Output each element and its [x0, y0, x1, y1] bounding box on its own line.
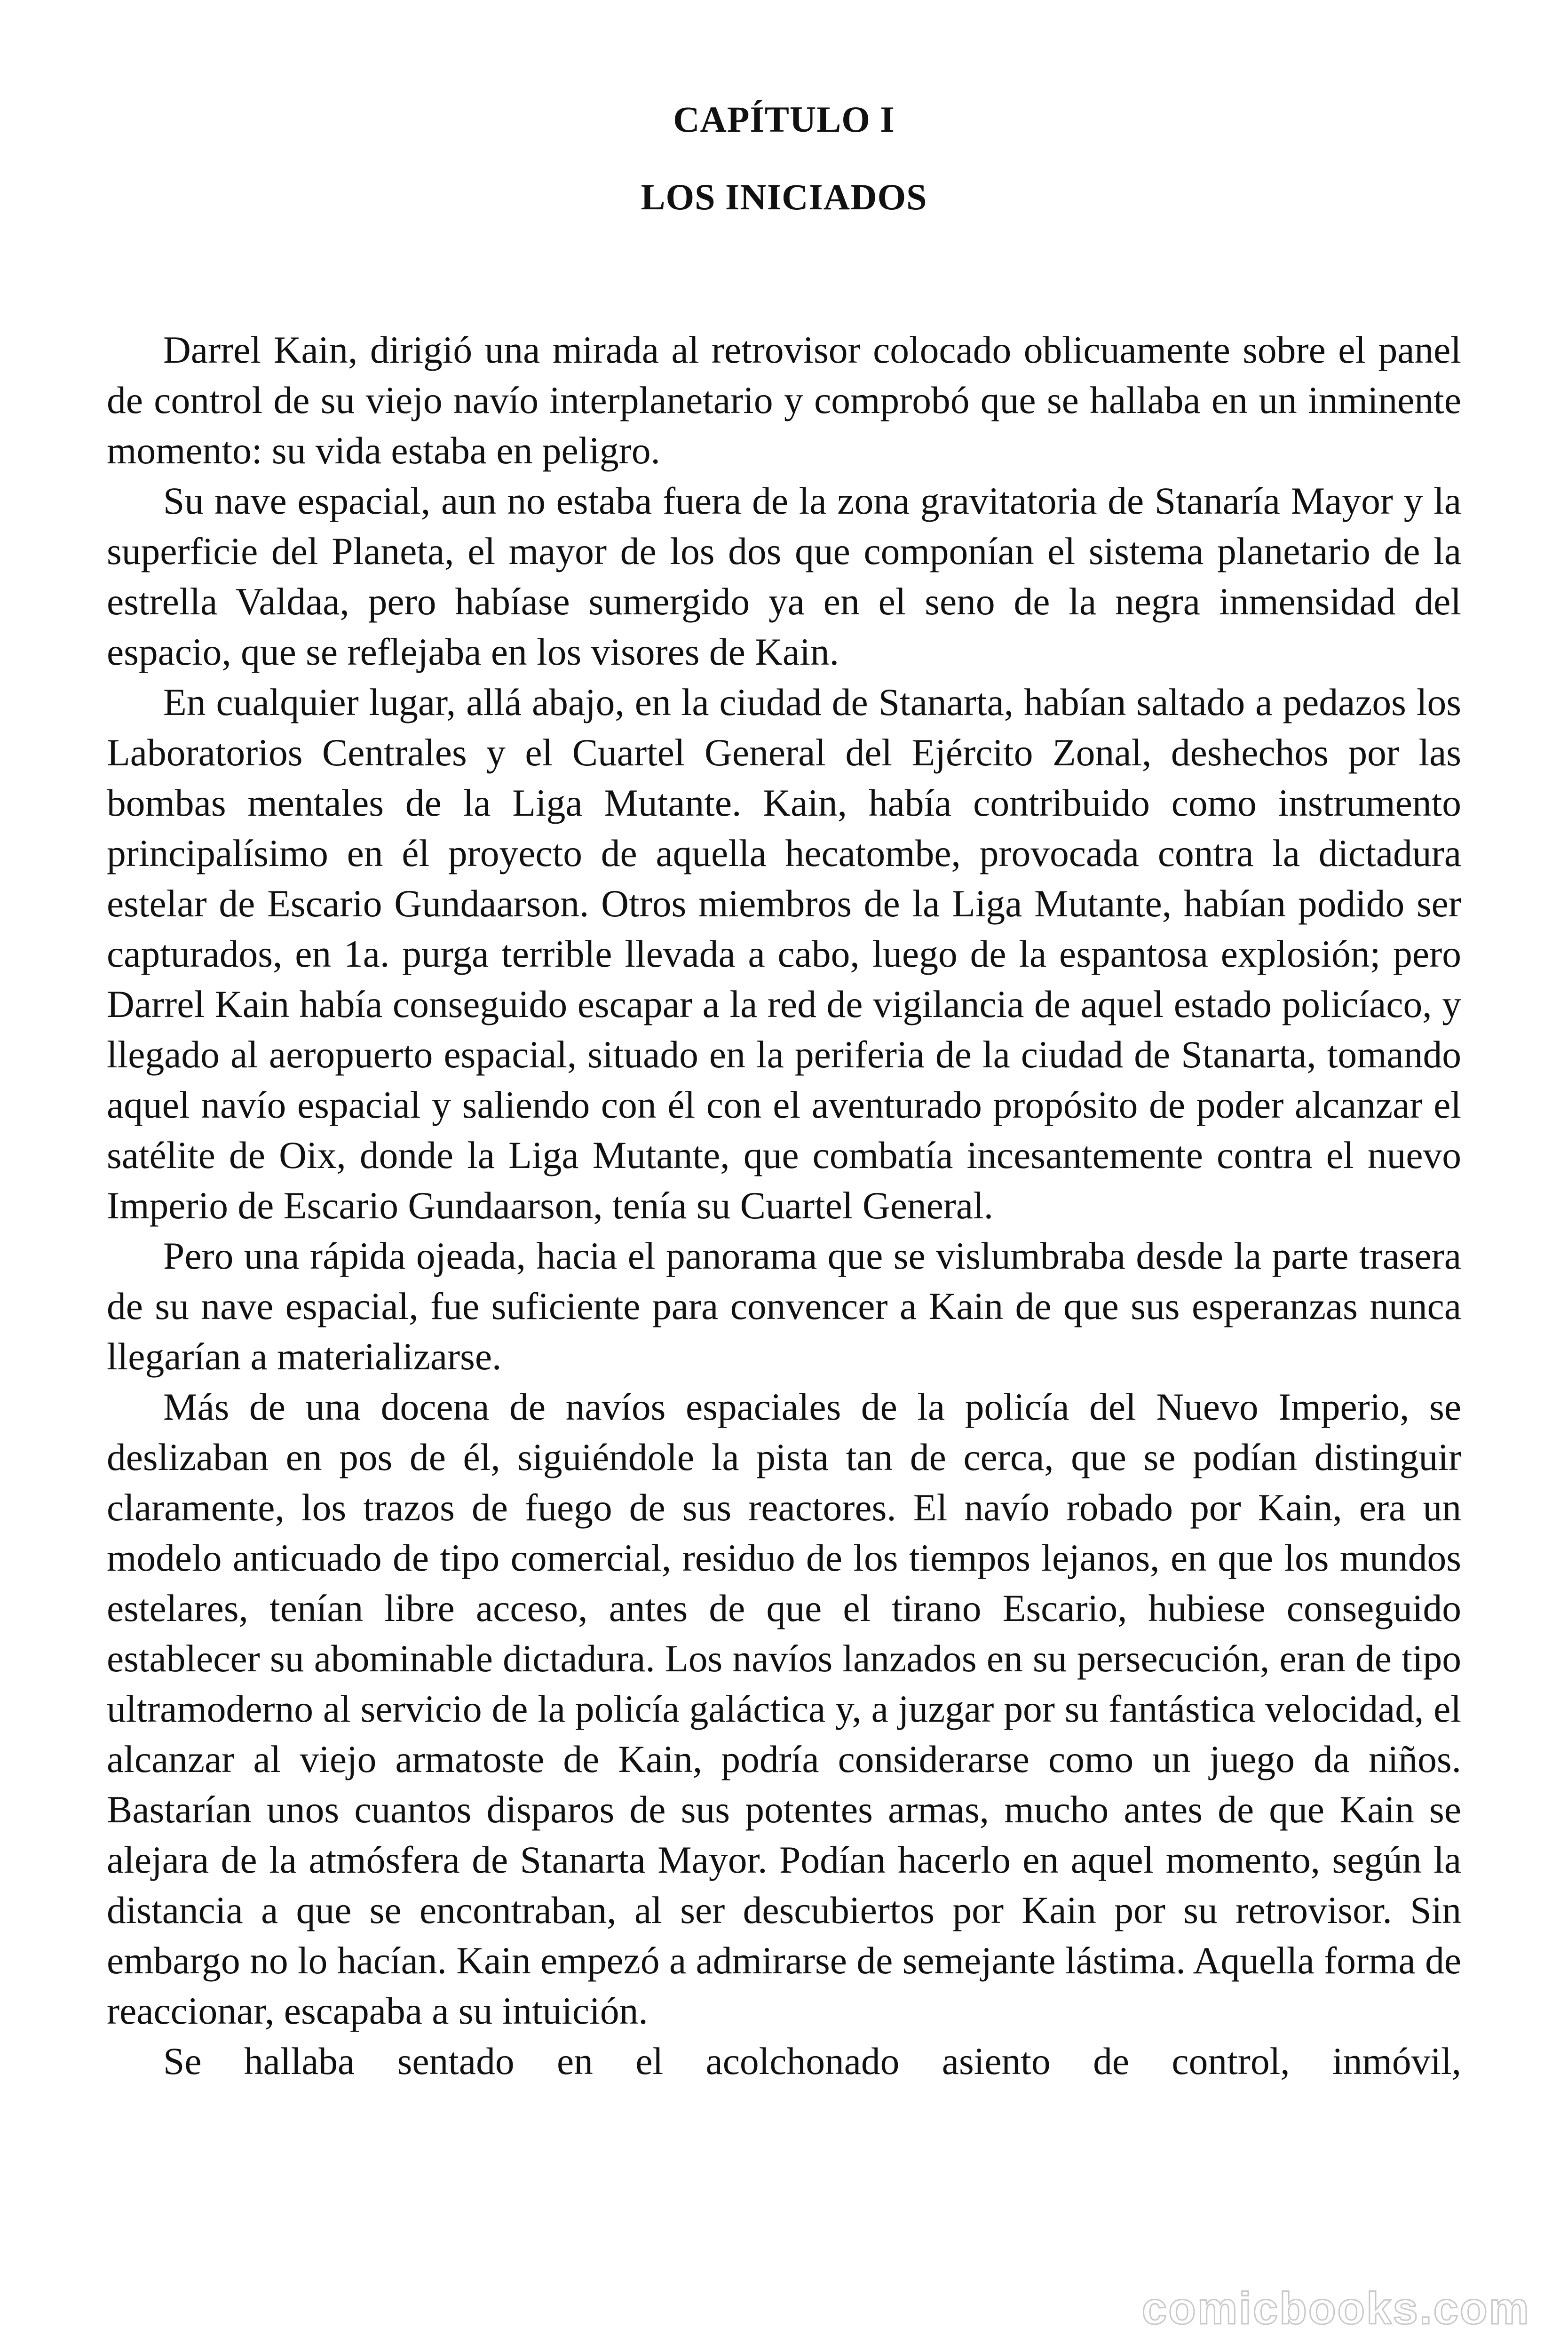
body-text [107, 325, 1461, 2086]
chapter-number: CAPÍTULO I [673, 99, 895, 140]
chapter-title: LOS INICIADOS [641, 176, 927, 217]
paragraph: Su nave espacial, aun no estaba fuera de la zona gravitatoria de Stanaría Mayor y la superficie del Planeta, el mayor de los dos que componían el sistema planetario de la estrella Valdaa, pero habíase sumergido ya en el seno de la negra inmensidad del espacio, que se reflejaba en los visores de Kain. [107, 479, 1461, 673]
paragraph: Se hallaba sentado en el acolchonado asiento de control, inmóvil, [163, 2040, 1461, 2082]
paragraph: Pero una rápida ojeada, hacia el panorama que se vislumbraba desde la parte trasera de su nave espacial, fue suficiente para convencer a Kain de que sus esperanzas nunca llegarían a materializarse. [107, 1234, 1461, 1378]
paragraph: Darrel Kain, dirigió una mirada al retrovisor colocado oblicuamente sobre el panel de control de su viejo navío interplanetario y comprobó que se hallaba en un inminente momento: su vida estaba en peligro. [107, 328, 1461, 472]
watermark: comicbooks.com [1141, 2283, 1530, 2334]
paragraph: Más de una docena de navíos espaciales de la policía del Nuevo Imperio, se deslizaban en pos de él, siguiéndole la pista tan de cerca, que se podían distinguir claramente, los trazos de fuego de sus reactores. El navío robado por Kain, era un modelo anticuado de tipo comercial, residuo de los tiempos lejanos, en que los mundos estelares, tenían libre acceso, antes de que el tirano Escario, hubiese conseguido establecer su abominable dictadura. Los navíos lanzados en su persecución, eran de tipo ultramoderno al servicio de la policía galáctica y, a juzgar por su fantástica velocidad, el alcanzar al viejo armatoste de Kain, podría considerarse como un juego da niños. Bastarían unos cuantos disparos de sus potentes armas, mucho antes de que Kain se alejara de la atmósfera de Stanarta Mayor. Podían hacerlo en aquel momento, según la distancia a que se encontraban, al ser descubiertos por Kain por su retrovisor. Sin embargo no lo hacían. Kain empezó a admirarse de semejante lástima. Aquella forma de reaccionar, escapaba a su intuición. [107, 1385, 1461, 2032]
paragraph: En cualquier lugar, allá abajo, en la ciudad de Stanarta, habían saltado a pedazos los Laboratorios Centrales y el Cuartel General del Ejército Zonal, deshechos por las bombas mentales de la Liga Mutante. Kain, había contribuido como instrumento principalísimo en él proyecto de aquella hecatombe, provocada contra la dictadura estelar de Escario Gundaarson. Otros miembros de la Liga Mutante, habían podido ser capturados, en 1a. purga terrible llevada a cabo, luego de la espantosa explosión; pero Darrel Kain había conseguido escapar a la red de vigilancia de aquel estado policíaco, y llegado al aeropuerto espacial, situado en la periferia de la ciudad de Stanarta, tomando aquel navío espacial y saliendo con él con el aventurado propósito de poder alcanzar el satélite de Oix, donde la Liga Mutante, que combatía incesantemente contra el nuevo Imperio de Escario Gundaarson, tenía su Cuartel General. [107, 681, 1461, 1227]
